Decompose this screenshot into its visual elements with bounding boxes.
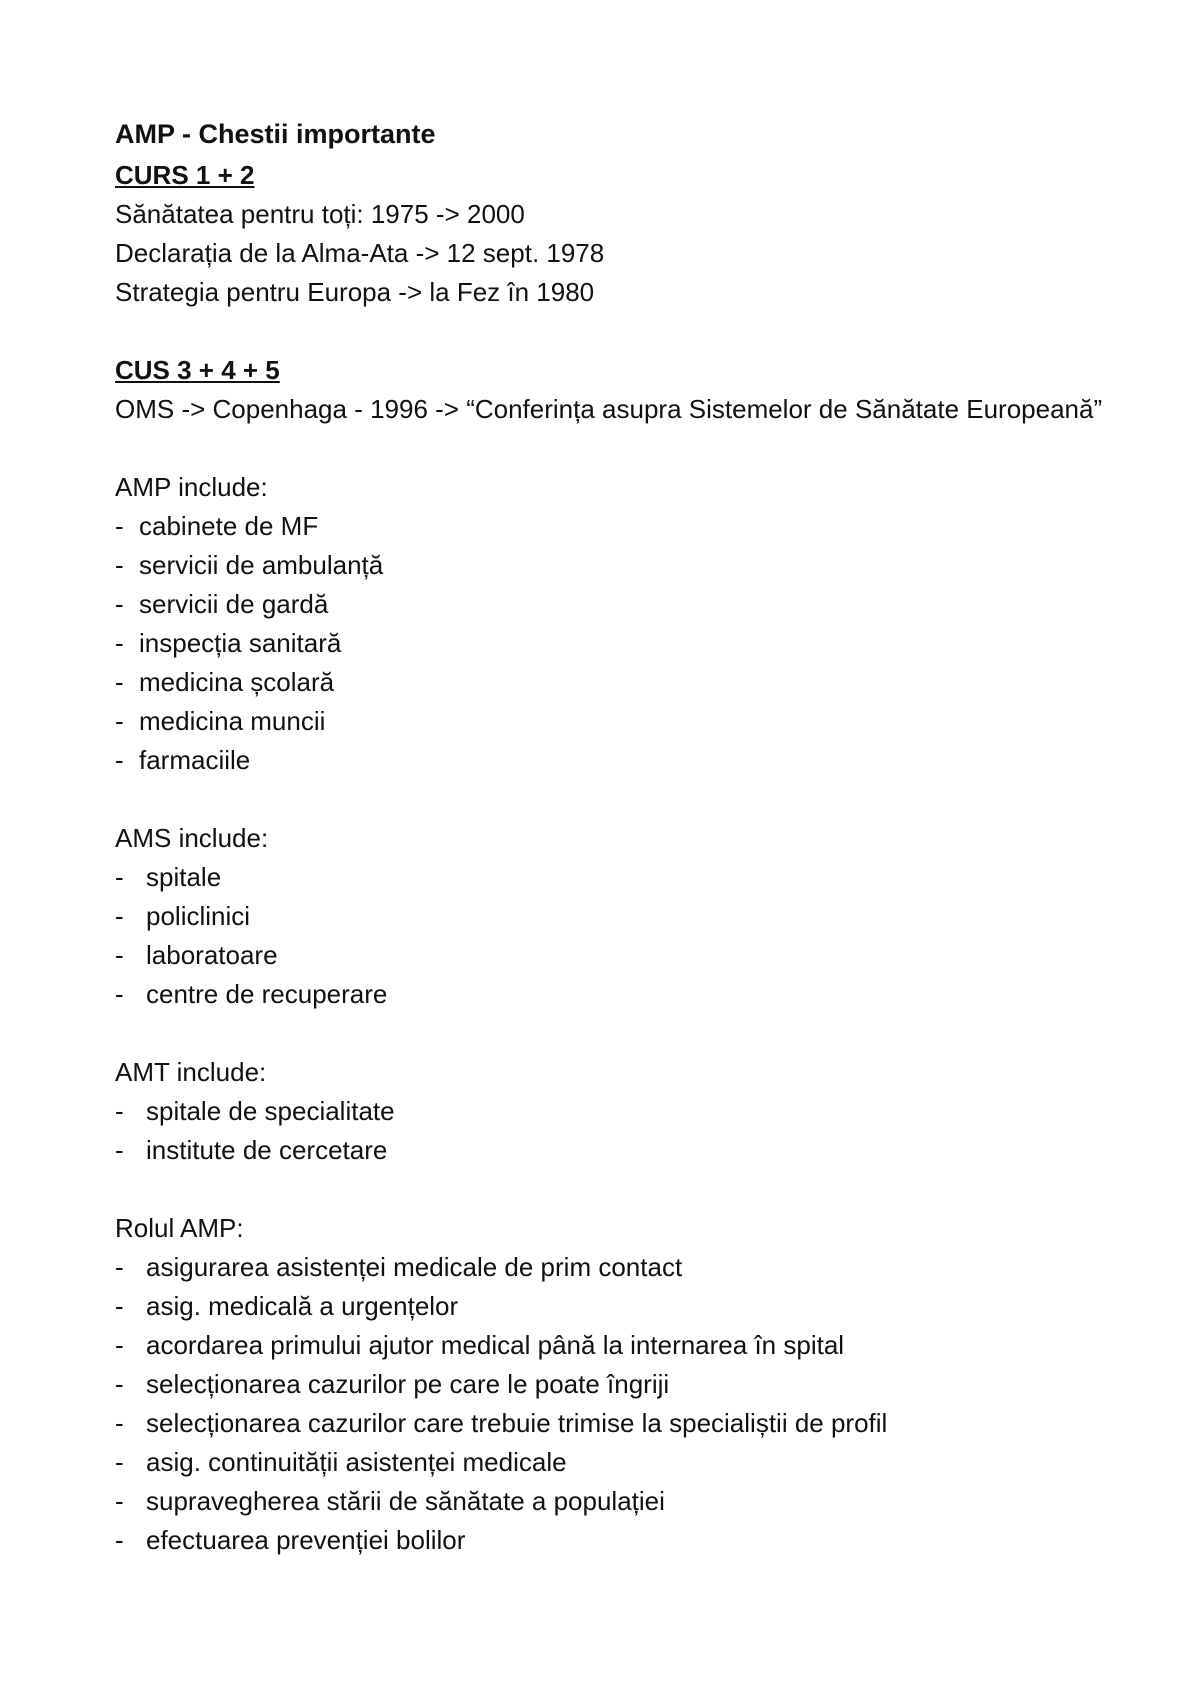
dash-bullet: - [115,706,124,736]
ams-include-list [115,858,1115,1014]
list-item [115,663,1115,702]
list-item-text: servicii de gardă [139,589,329,619]
list-item-text: asig. medicală a urgențelor [146,1291,459,1321]
dash-bullet: - [115,1525,124,1555]
list-item [115,1092,1115,1131]
spacer [115,312,1115,351]
rol-amp-list [115,1248,1115,1560]
dash-bullet: - [115,1291,124,1321]
dash-bullet: - [115,979,124,1009]
dash-bullet: - [115,1369,124,1399]
dash-bullet: - [115,1486,124,1516]
section-heading-cus-3-4-5: CUS 3 + 4 + 5 [115,355,280,385]
list-item-text: spitale [146,862,222,892]
text-line: Sănătatea pentru toți: 1975 -> 2000 [115,199,525,229]
list-item-text: laboratoare [146,940,278,970]
dash-bullet: - [115,1252,124,1282]
list-item [115,897,1115,936]
dash-bullet: - [115,511,124,541]
list-item [115,741,1115,780]
dash-bullet: - [115,589,124,619]
list-item [115,585,1115,624]
list-item [115,1521,1115,1560]
list-item-text: centre de recuperare [146,979,388,1009]
list-item [115,1365,1115,1404]
paragraph: OMS -> Copenhaga - 1996 -> “Conferința asupra Sistemelor de Sănătate Europeană” [115,394,1103,424]
list-item-text: asigurarea asistenței medicale de prim contact [146,1252,683,1282]
dash-bullet: - [115,862,124,892]
list-item-text: policlinici [146,901,251,931]
dash-bullet: - [115,940,124,970]
text-line: Strategia pentru Europa -> la Fez în 1980 [115,277,595,307]
list-item-text: selecționarea cazurilor pe care le poate îngriji [146,1369,670,1399]
document-title: AMP - Chestii importante [115,119,436,149]
list-item [115,975,1115,1014]
list-item-text: cabinete de MF [139,511,319,541]
document-page [115,112,1115,1560]
dash-bullet: - [115,1330,124,1360]
list-item [115,1326,1115,1365]
list-item-text: institute de cercetare [146,1135,388,1165]
list-item-text: inspecția sanitară [139,628,342,658]
list-label-amt: AMT include: [115,1057,267,1087]
dash-bullet: - [115,1408,124,1438]
list-item [115,702,1115,741]
text-line: Declarația de la Alma-Ata -> 12 sept. 1978 [115,238,605,268]
dash-bullet: - [115,1096,124,1126]
list-item [115,1404,1115,1443]
spacer [115,429,1115,468]
dash-bullet: - [115,1135,124,1165]
list-item-text: efectuarea prevenției bolilor [146,1525,466,1555]
dash-bullet: - [115,745,124,775]
list-item [115,1248,1115,1287]
list-item-text: acordarea primului ajutor medical până la internarea în spital [146,1330,845,1360]
dash-bullet: - [115,1447,124,1477]
dash-bullet: - [115,901,124,931]
list-item-text: selecționarea cazurilor care trebuie trimise la specialiștii de profil [146,1408,888,1438]
spacer [115,1170,1115,1209]
list-item [115,546,1115,585]
list-item-text: servicii de ambulanță [139,550,384,580]
list-item [115,1443,1115,1482]
list-item-text: asig. continuității asistenței medicale [146,1447,567,1477]
list-item-text: spitale de specialitate [146,1096,395,1126]
dash-bullet: - [115,667,124,697]
section-heading-curs-1-2: CURS 1 + 2 [115,160,255,190]
dash-bullet: - [115,628,124,658]
list-item [115,1131,1115,1170]
list-item [115,1482,1115,1521]
spacer [115,780,1115,819]
list-item [115,507,1115,546]
list-label-amp: AMP include: [115,472,268,502]
list-item-text: medicina școlară [139,667,335,697]
list-item-text: medicina muncii [139,706,326,736]
list-item [115,936,1115,975]
list-item [115,1287,1115,1326]
list-item [115,624,1115,663]
list-label-rol-amp: Rolul AMP: [115,1213,244,1243]
list-item [115,858,1115,897]
dash-bullet: - [115,550,124,580]
amt-include-list [115,1092,1115,1170]
list-label-ams: AMS include: [115,823,269,853]
spacer [115,1014,1115,1053]
list-item-text: farmaciile [139,745,251,775]
amp-include-list [115,507,1115,780]
list-item-text: supravegherea stării de sănătate a populației [146,1486,665,1516]
